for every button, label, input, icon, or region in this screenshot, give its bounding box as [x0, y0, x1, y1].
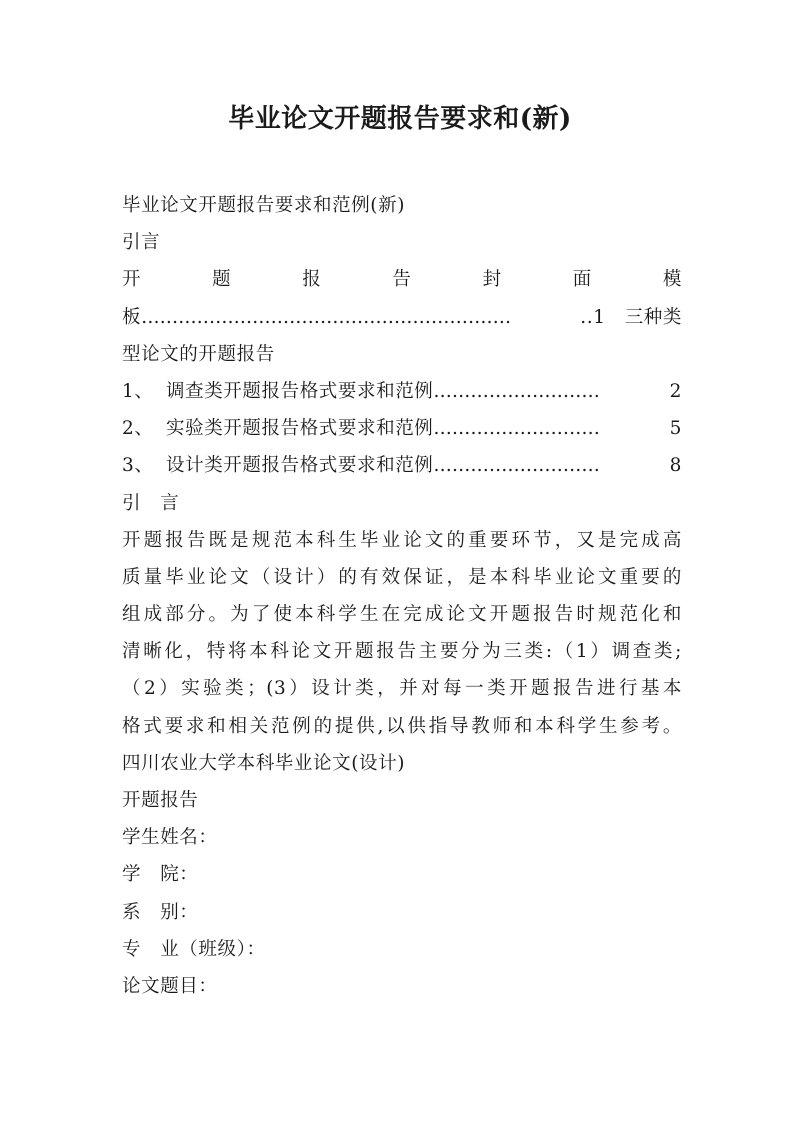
- toc-entry[interactable]: [122, 447, 682, 484]
- toc-page-number: 5: [669, 418, 682, 440]
- field-thesis-title: 论文题目：: [122, 975, 218, 997]
- intro-heading: 引 言: [122, 492, 180, 514]
- document-body: [122, 187, 682, 1005]
- template-heading-char: 报: [302, 269, 322, 291]
- preface-label: 引言: [122, 232, 161, 254]
- toc-text: 实验类开题报告格式要求和范例: [166, 418, 434, 440]
- toc-text: 调查类开题报告格式要求和范例: [166, 380, 434, 402]
- intro-line: 格式要求和相关范例的提供,以供指导教师和本科学生参考。: [122, 715, 682, 737]
- toc-entry[interactable]: [122, 410, 682, 447]
- template-heading-char: 告: [392, 269, 412, 291]
- toc-dot-leader: ………………………: [433, 418, 600, 440]
- template-toc-line: [122, 299, 682, 336]
- template-heading-char: 模: [662, 269, 682, 291]
- university-line: 四川农业大学本科毕业论文(设计): [122, 752, 406, 774]
- template-tail: ..1 三种类: [580, 306, 682, 328]
- template-heading-line: [122, 261, 682, 298]
- toc-page-number: 8: [669, 455, 682, 477]
- field-college: 学 院：: [122, 864, 199, 886]
- template-heading-char: 题: [212, 269, 232, 291]
- field-major-class: 专 业（班级）：: [122, 938, 266, 960]
- document-title: 毕业论文开题报告要求和(新): [228, 104, 572, 134]
- intro-line: 组成部分。为了使本科学生在完成论文开题报告时规范化和: [122, 604, 682, 626]
- toc-page-number: 2: [669, 380, 682, 402]
- intro-line: 开题报告既是规范本科生毕业论文的重要环节，又是完成高: [122, 529, 682, 551]
- intro-line: 质量毕业论文（设计）的有效保证，是本科毕业论文重要的: [122, 566, 682, 588]
- toc-number: 3、: [122, 455, 154, 477]
- toc-dot-leader: ………………………: [433, 380, 600, 402]
- template-heading-char: 封: [482, 269, 502, 291]
- field-student-name: 学生姓名：: [122, 827, 218, 849]
- field-department: 系 别：: [122, 901, 199, 923]
- toc-number: 2、: [122, 418, 154, 440]
- intro-line: （2）实验类；(3）设计类，并对每一类开题报告进行基本: [122, 678, 682, 700]
- template-heading-char: 面: [572, 269, 592, 291]
- toc-entry[interactable]: [122, 373, 682, 410]
- template-heading-char: 开: [122, 269, 142, 291]
- toc-text: 设计类开题报告格式要求和范例: [166, 455, 434, 477]
- report-label: 开题报告: [122, 790, 199, 811]
- section-line: 型论文的开题报告: [122, 343, 275, 365]
- template-lead: 板: [122, 306, 142, 328]
- intro-line: 清晰化，特将本科论文开题报告主要分为三类:（1）调查类;: [122, 641, 682, 663]
- subtitle-line: 毕业论文开题报告要求和范例(新): [122, 195, 406, 216]
- intro-paragraph: [122, 522, 682, 745]
- toc-dot-leader: ………………………: [433, 455, 600, 477]
- template-dot-leader: ……………………………………………………: [141, 306, 512, 328]
- toc-number: 1、: [122, 380, 154, 402]
